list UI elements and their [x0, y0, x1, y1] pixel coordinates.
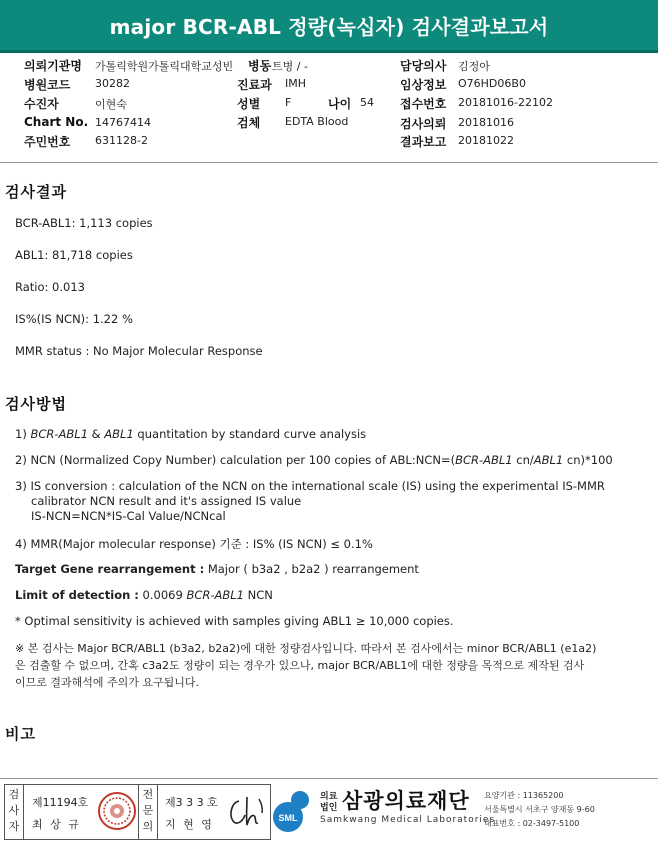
chart-no-value: 14767414 [95, 116, 151, 129]
approver-label [138, 785, 158, 839]
inspector-label-char: 사 [8, 804, 20, 817]
inspector-label-char: 자 [8, 820, 20, 833]
approver-label-char: 문 [142, 804, 154, 817]
method-item-3-line-1: 3) IS conversion : calculation of the NCN on the international scale (IS) using the experimental IS-MMR [15, 479, 605, 493]
method-2-mid: cn/ [512, 453, 534, 467]
hospital-code-value: 30282 [95, 77, 130, 90]
approver-label-char: 의 [142, 820, 154, 833]
gene-abl1: ABL1 [104, 427, 134, 441]
logo-text: SML [278, 813, 298, 823]
inspector-name: 최 상 규 [32, 818, 81, 831]
inspector-license-no: 제11194호 [32, 796, 89, 809]
results-heading: 검사결과 [5, 183, 67, 201]
inspector-label-char: 검 [8, 788, 20, 801]
sml-logo-icon [272, 786, 318, 834]
address: 서울특별시 서초구 양재동 9-60 [484, 805, 595, 814]
limit-of-detection-line [15, 588, 273, 602]
gene-bcr-abl1: BCR-ABL1 [30, 427, 89, 441]
phone: 대표번호 : 02-3497-5100 [484, 819, 580, 828]
inspector-seal-icon [97, 791, 137, 831]
ward-label: 병동 [248, 59, 272, 73]
institution-value: 가톨릭학원가톨릭대학교성빈 [95, 60, 234, 73]
report-date-value: 20181022 [458, 134, 514, 147]
doctor-label: 담당의사 [400, 59, 447, 73]
corp-line-1: 의료 [320, 792, 338, 802]
result-abl1: ABL1: 81,718 copies [15, 248, 133, 262]
result-ratio: Ratio: 0.013 [15, 280, 85, 294]
patient-value: 이현숙 [95, 98, 127, 111]
method-heading: 검사방법 [5, 395, 67, 413]
receipt-no-value: 20181016-22102 [458, 96, 553, 109]
approver-license-no: 제3 3 3 호 [165, 796, 218, 809]
age-label: 나이 [328, 97, 352, 111]
sex-label: 성별 [237, 97, 261, 111]
warning-line-1: ※ 본 검사는 Major BCR/ABL1 (b3a2, b2a2)에 대한 정량검사입니다. 따라서 본 검사에서는 minor BCR/ABL1 (e1a2) [15, 642, 597, 655]
result-mmr-status: MMR status : No Major Molecular Response [15, 344, 263, 358]
result-is-percent: IS%(IS NCN): 1.22 % [15, 312, 133, 326]
report-title: major BCR-ABL 정량(녹십자) 검사결과보고서 [109, 15, 549, 39]
chart-no-label: Chart No. [24, 115, 89, 129]
method-1-text: quantitation by standard curve analysis [133, 427, 367, 441]
method-item-4: 4) MMR(Major molecular response) 기준 : IS% (IS NCN) ≤ 0.1% [15, 537, 373, 551]
header-divider [0, 162, 658, 163]
institution-label: 의뢰기관명 [24, 59, 82, 73]
gene-abl1: ABL1 [533, 453, 564, 467]
method-2-end: cn)*100 [563, 453, 613, 467]
sex-value: F [285, 96, 292, 109]
gene-bcr-abl1: BCR-ABL1 [455, 453, 513, 467]
lod-value: 0.0069 [138, 588, 187, 602]
approver-name: 지 현 영 [165, 818, 214, 831]
request-date-value: 20181016 [458, 116, 514, 129]
result-bcr-abl1: BCR-ABL1: 1,113 copies [15, 216, 153, 230]
target-gene-label: Target Gene rearrangement : [15, 562, 205, 576]
signature-box [4, 784, 271, 840]
signature-icon [225, 793, 267, 831]
clinical-info-value: O76HD06B0 [458, 77, 526, 90]
hospital-code-label: 병원코드 [24, 78, 71, 92]
report-title-bar [0, 0, 658, 53]
remarks-heading: 비고 [5, 725, 36, 743]
doctor-value: 김정아 [458, 60, 490, 73]
dept-value: IMH [285, 77, 307, 90]
org-number: 요양기관 : 11365200 [484, 791, 564, 800]
footer-divider [0, 778, 658, 779]
age-value: 54 [360, 96, 374, 109]
report-date-label: 결과보고 [400, 135, 447, 149]
method-item-2 [15, 453, 613, 467]
corp-line-2: 법인 [320, 803, 338, 813]
lod-label: Limit of detection : [15, 588, 139, 602]
lod-unit: NCN [244, 588, 273, 602]
method-1-amp: & [88, 427, 105, 441]
specimen-label: 검체 [237, 116, 261, 130]
receipt-no-label: 접수번호 [400, 97, 447, 111]
request-date-label: 검사의뢰 [400, 117, 447, 131]
warning-line-2: 은 검출할 수 없으며, 간혹 c3a2도 정량이 되는 경우가 있으나, major BCR/ABL1에 대한 정량을 목적으로 제작된 검사 [15, 659, 585, 672]
method-2-prefix: 2) NCN (Normalized Copy Number) calculation per 100 copies of ABL:NCN=( [15, 453, 456, 467]
warning-line-3: 이므로 결과해석에 주의가 요구됩니다. [15, 676, 200, 689]
inspector-label [5, 785, 24, 839]
approver-label-char: 전 [142, 788, 154, 801]
clinical-info-label: 임상정보 [400, 78, 447, 92]
method-item-3-line-3: IS-NCN=NCN*IS-Cal Value/NCNcal [31, 509, 226, 523]
resident-no-label: 주민번호 [24, 135, 71, 149]
dept-label: 진료과 [237, 78, 272, 92]
ward-value: 트병 / - [272, 60, 308, 73]
patient-label: 수진자 [24, 97, 59, 111]
target-gene-value: Major ( b3a2 , b2a2 ) rearrangement [204, 562, 419, 576]
method-1-prefix: 1) [15, 427, 31, 441]
method-item-3-line-2: calibrator NCN result and it's assigned IS value [31, 494, 302, 508]
sensitivity-note: * Optimal sensitivity is achieved with samples giving ABL1 ≥ 10,000 copies. [15, 614, 454, 628]
foundation-english-name: Samkwang Medical Laboratories [320, 815, 496, 825]
specimen-value: EDTA Blood [285, 115, 349, 128]
lod-gene: BCR-ABL1 [186, 588, 244, 602]
resident-no-value: 631128-2 [95, 134, 148, 147]
patient-info-header [0, 54, 658, 158]
foundation-name: 삼광의료재단 [342, 789, 470, 813]
method-item-1 [15, 427, 366, 441]
target-gene-line [15, 562, 419, 576]
